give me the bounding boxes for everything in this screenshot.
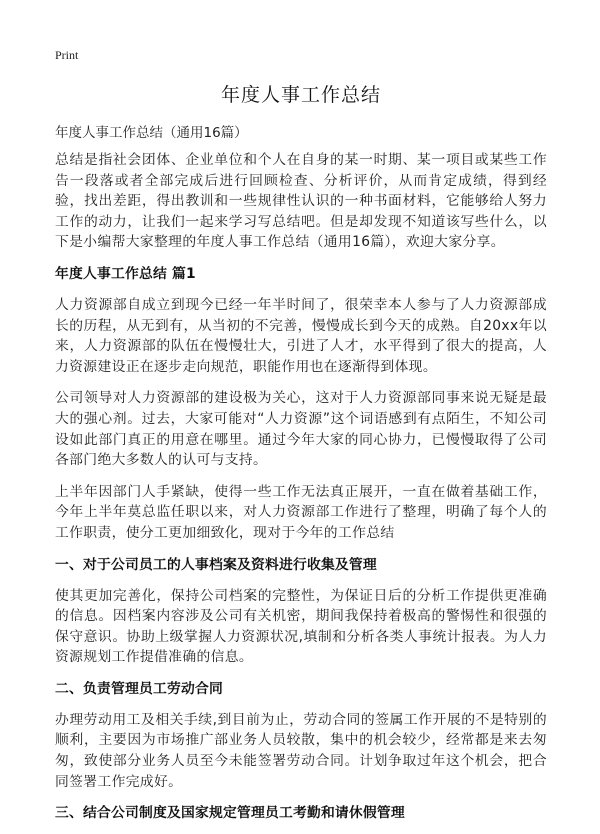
- section-heading-attendance: 三、结合公司制度及国家规定管理员工考勤和请休假管理: [55, 805, 405, 822]
- paragraph: 上半年因部门人手紧缺，使得一些工作无法真正展开，一直在做着基础工作，今年上半年莫总监任职以来，对人力资源部工作进行了整理，明确了每个人的工作职责，使分工更加细致化，现对于今年的工作总结: [55, 483, 547, 541]
- section-heading-part1: 年度人事工作总结 篇1: [55, 265, 196, 282]
- intro-paragraph: 总结是指社会团体、企业单位和个人在自身的某一时期、某一项目或某些工作告一段落或者全部完成后进行回顾检查、分析评价，从而肯定成绩，得到经验，找出差距，得出教训和一些规律性认识的一种书面材料，它能够给人努力工作的动力，让我们一起来学习写总结吧。但是却发现不知道该写些什么，以下是小编帮大家整理的年度人事工作总结（通用16篇），欢迎大家分享。: [55, 152, 547, 251]
- print-link[interactable]: Print: [55, 48, 79, 62]
- paragraph: 人力资源部自成立到现今已经一年半时间了，很荣幸本人参与了人力资源部成长的历程，从无到有，从当初的不完善，慢慢成长到今天的成熟。自20xx年以来，人力资源部的队伍在慢慢壮大，引进了人才，水平得到了很大的提高，人力资源建设正在逐步走向规范，职能作用也在逐渐得到体现。: [55, 296, 547, 375]
- paragraph: 公司领导对人力资源部的建设极为关心，这对于人力资源部同事来说无疑是最大的强心剂。过去，大家可能对“人力资源”这个词语感到有点陌生，不知公司设如此部门真正的用意在哪里。通过今年大家的同心协力，已慢慢取得了公司各部门绝大多数人的认可与支持。: [55, 390, 547, 469]
- paragraph: 使其更加完善化，保持公司档案的完整性，为保证日后的分析工作提供更准确的信息。因档案内容涉及公司有关机密，期间我保持着极高的警惕性和很强的保守意识。协助上级掌握人力资源状况,填制和分析各类人事统计报表。为人力资源规划工作提借准确的信息。: [55, 587, 547, 666]
- document-subtitle: 年度人事工作总结（通用16篇）: [55, 125, 248, 141]
- document-title: 年度人事工作总结: [220, 84, 381, 106]
- section-heading-contracts: 二、负责管理员工劳动合同: [55, 680, 223, 697]
- document-body: [55, 150, 547, 834]
- section-heading-archives: 一、对于公司员工的人事档案及资料进行收集及管理: [55, 556, 377, 573]
- paragraph: 办理劳动用工及相关手续,到目前为止，劳动合同的签属工作开展的不是特别的顺利，主要因为市场推广部业务人员较散，集中的机会较少，经常都是来去匆匆，致使部分业务人员至今未能签署劳动合同。计划争取过年这个机会，把合同签署工作完成好。: [55, 711, 547, 790]
